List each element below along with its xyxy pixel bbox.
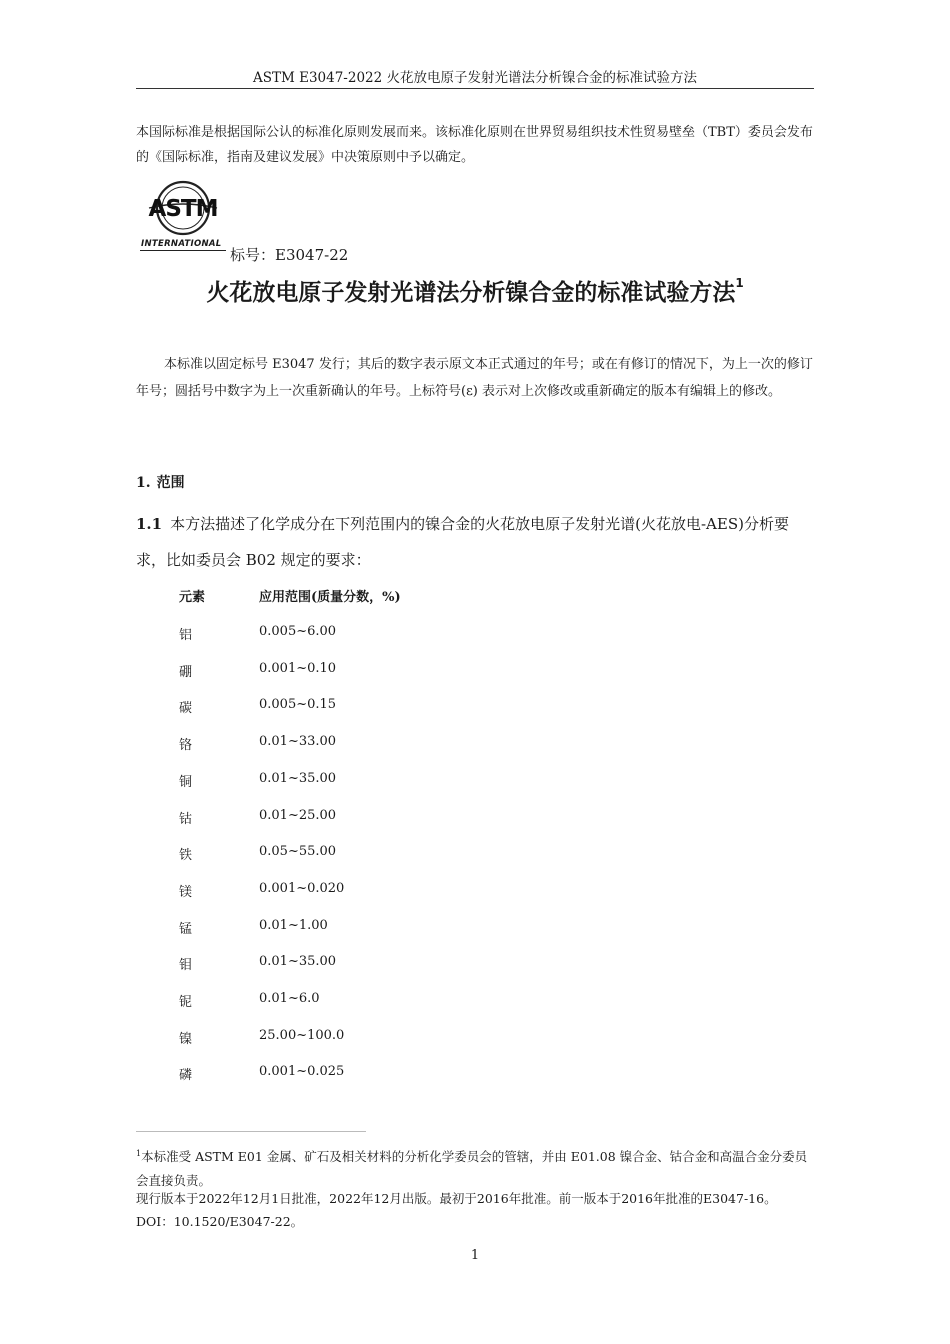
title-footnote-mark: 1 — [735, 276, 744, 290]
clause-1-1 — [136, 506, 814, 578]
footnote — [136, 1142, 814, 1193]
range-cell: 0.001~0.020 — [259, 880, 345, 896]
range-cell: 0.01~35.00 — [259, 770, 337, 786]
running-header: ASTM E3047-2022 火花放电原子发射光谱法分析镍合金的标准试验方法 — [252, 70, 698, 86]
element-cell: 镍 — [179, 1031, 193, 1047]
table-row — [0, 991, 950, 1011]
range-cell: 25.00~100.0 — [259, 1027, 345, 1043]
table-header-range: 应用范围(质量分数，%) — [259, 590, 401, 605]
astm-international-logo — [140, 178, 226, 248]
range-cell: 0.01~1.00 — [259, 917, 328, 933]
range-cell: 0.01~33.00 — [259, 734, 337, 750]
table-row — [0, 844, 950, 864]
page-number: 1 — [470, 1248, 480, 1263]
footnote-rule — [136, 1131, 366, 1132]
range-cell: 0.001~0.10 — [259, 660, 337, 676]
range-cell: 0.005~0.15 — [259, 697, 337, 713]
logo-subtext: INTERNATIONAL — [141, 239, 222, 249]
element-cell: 钴 — [179, 811, 193, 827]
table-row — [0, 808, 950, 828]
section-number: 1. — [136, 475, 151, 491]
table-row — [0, 881, 950, 901]
table-row — [0, 1064, 950, 1084]
footnote-doi: DOI：10.1520/E3047-22。 — [136, 1214, 304, 1229]
table-row — [0, 954, 950, 974]
element-cell: 铝 — [179, 628, 193, 643]
header-rule — [136, 88, 814, 89]
section-heading — [136, 472, 185, 492]
element-cell: 铌 — [179, 995, 193, 1010]
element-cell: 硼 — [179, 664, 193, 680]
table-row — [0, 697, 950, 717]
document-title — [136, 274, 814, 307]
intro-paragraph: 本国际标准是根据国际公认的标准化原则发展而来。该标准化原则在世界贸易组织技术性贸易壁垒（TBT）委员会发布的《国际标准，指南及建议发展》中决策原则中予以确定。 — [136, 125, 813, 165]
range-cell: 0.001~0.025 — [259, 1064, 345, 1080]
footnote-text: 本标准受 ASTM E01 金属、矿石及相关材料的分析化学委员会的管辖，并由 E01.08 镍合金、钴合金和高温合金分委员会直接负责。 — [136, 1149, 808, 1189]
element-cell: 锰 — [179, 921, 193, 937]
element-cell: 磷 — [179, 1068, 193, 1084]
footnote-edition: 现行版本于2022年12月1日批准，2022年12月出版。最初于2016年批准。前一版本于2016年批准的E3047-16。 — [136, 1191, 777, 1206]
svg-text:ASTM: ASTM — [148, 196, 218, 222]
table-row — [0, 624, 950, 644]
table-row — [0, 1028, 950, 1048]
title-text: 火花放电原子发射光谱法分析镍合金的标准试验方法 — [206, 280, 736, 306]
clause-text: 本方法描述了化学成分在下列范围内的镍合金的火花放电原子发射光谱(火花放电-AES)分析要求，比如委员会 B02 规定的要求： — [136, 515, 789, 569]
table-row — [0, 918, 950, 938]
element-cell: 镁 — [179, 884, 193, 900]
standard-number: 标号：E3047-22 — [230, 246, 349, 264]
range-cell: 0.05~55.00 — [259, 844, 337, 860]
table-row — [0, 661, 950, 681]
table-header-element: 元素 — [179, 590, 206, 605]
element-cell: 铜 — [179, 774, 193, 790]
element-cell: 铁 — [179, 848, 193, 864]
section-title: 范围 — [156, 475, 185, 491]
range-cell: 0.01~6.0 — [259, 991, 320, 1006]
range-cell: 0.005~6.00 — [259, 624, 337, 639]
table-row — [0, 771, 950, 791]
element-cell: 钼 — [179, 958, 193, 974]
clause-number: 1.1 — [136, 515, 163, 533]
designation-note: 本标准以固定标号 E3047 发行；其后的数字表示原文本正式通过的年号；或在有修订的情况下，为上一次的修订年号；圆括号中数字为上一次重新确认的年号。上标符号(ε) 表示对上次修改或重新确定的版本有编辑上的修改。 — [136, 357, 813, 399]
element-cell: 碳 — [179, 701, 193, 717]
footnote-mark: 1 — [136, 1149, 142, 1158]
table-row — [0, 734, 950, 754]
range-cell: 0.01~25.00 — [259, 807, 337, 823]
logo-rule — [140, 250, 226, 251]
element-cell: 铬 — [179, 738, 193, 754]
range-cell: 0.01~35.00 — [259, 954, 337, 970]
